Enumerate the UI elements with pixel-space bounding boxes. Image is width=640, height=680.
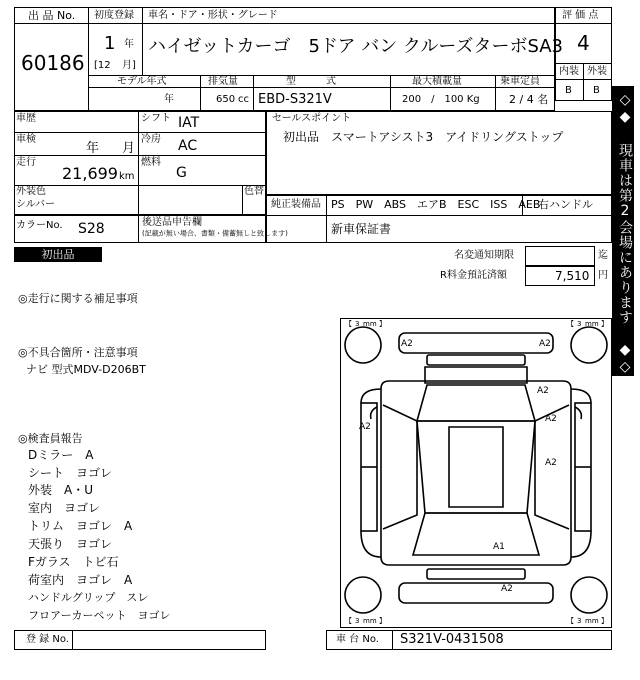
history-label: 車歴 xyxy=(16,113,36,124)
reg-no-label: 登 録 No. xyxy=(26,634,69,645)
equipment-label: 純正装備品 xyxy=(271,199,321,210)
sales-point-value: 初出品 スマートアシスト3 アイドリングストップ xyxy=(283,130,564,144)
svg-text:】: 】 xyxy=(379,320,386,328)
tire-depth: 3 xyxy=(355,320,360,328)
recycle-value: 7,510 xyxy=(555,269,590,283)
mail-note: (記載が無い場合、書類・備蓄無しと致します) xyxy=(142,230,288,239)
chassis-value: S321V-0431508 xyxy=(400,632,504,647)
shift-label: シフト xyxy=(141,113,171,124)
ac-label: 冷房 xyxy=(141,134,161,145)
color-change-label: 色替 xyxy=(244,186,264,197)
inspector-line: 天張り ヨゴレ xyxy=(28,537,113,551)
svg-text:【: 【 xyxy=(345,617,352,625)
notice-field xyxy=(525,246,595,266)
recycle-label: R料金預託済額 xyxy=(440,270,507,281)
tire-depth: 3 xyxy=(577,617,582,625)
damage-mark: A2 xyxy=(401,339,413,349)
svg-text:【: 【 xyxy=(567,320,574,328)
svg-text:】: 】 xyxy=(601,617,608,625)
fuel-value: G xyxy=(176,165,187,181)
mileage-label: 走行 xyxy=(16,157,36,168)
tire-unit: mm xyxy=(585,617,599,625)
tire-depth: 3 xyxy=(577,320,582,328)
car-diagram-svg xyxy=(341,319,611,627)
svg-text:】: 】 xyxy=(379,617,386,625)
notice-label: 名変通知期限 xyxy=(454,250,514,261)
inspector-line: 室内 ヨゴレ xyxy=(28,501,101,515)
inspection-year-unit: 年 xyxy=(86,141,100,156)
fuel-label: 燃料 xyxy=(141,157,161,168)
first-listing-badge: 初出品 xyxy=(14,247,102,262)
ac-value: AC xyxy=(178,138,198,154)
grade-label: 評 価 点 xyxy=(562,10,599,21)
damage-mark: A2 xyxy=(539,339,551,349)
defects-title: ◎不具合箇所・注意事項 xyxy=(18,346,138,359)
damage-mark: A2 xyxy=(501,584,513,594)
side-banner-text: ◇◆ 現車は第2会場にあります ◆◇ xyxy=(617,92,633,376)
damage-mark: A2 xyxy=(545,458,557,468)
mail-label: 後送品申告欄 xyxy=(142,217,202,228)
type-label: 型 式 xyxy=(286,76,336,87)
notice-unit: 迄 xyxy=(598,250,608,261)
mileage-value: 21,699 xyxy=(62,164,118,183)
driving-notes-title: ◎走行に関する補足事項 xyxy=(18,292,138,305)
reg-month: [12 xyxy=(94,60,111,71)
reg-year-unit: 年 xyxy=(124,39,134,50)
car-name: ハイゼットカーゴ 5ドア バン クルーズターボSA3 xyxy=(148,36,563,57)
exterior-label: 外装 xyxy=(587,66,607,77)
tire-depth: 3 xyxy=(355,617,360,625)
capacity-value: 2 / 4 名 xyxy=(509,93,549,106)
displacement-unit: cc xyxy=(238,94,249,105)
damage-mark: A2 xyxy=(359,422,371,432)
exterior-grade: B xyxy=(593,85,600,96)
damage-mark: A2 xyxy=(545,414,557,424)
tire-unit: mm xyxy=(585,320,599,328)
warranty-value: 新車保証書 xyxy=(331,222,392,236)
exterior-color-label: 外装色 xyxy=(16,186,46,197)
mileage-unit: km xyxy=(119,171,135,182)
interior-grade: B xyxy=(565,85,572,96)
damage-mark: A1 xyxy=(493,542,505,552)
lot-label: 出 品 No. xyxy=(28,9,76,22)
equipment-value: PS PW ABS エアB ESC ISS AEB xyxy=(331,198,541,211)
displacement-label: 排気量 xyxy=(208,76,238,87)
damage-mark: A2 xyxy=(537,386,549,396)
inspector-line: 荷室内 ヨゴレ A xyxy=(28,573,133,587)
inspector-line: フロアーカーペット ヨゴレ xyxy=(28,609,171,622)
inspector-title: ◎検査員報告 xyxy=(18,432,83,445)
car-diagram xyxy=(340,318,612,628)
load-value: 200 / 100 Kg xyxy=(402,94,480,105)
model-year-unit: 年 xyxy=(164,94,174,105)
tire-unit: mm xyxy=(363,617,377,625)
model-year-label: モデル年式 xyxy=(117,76,167,87)
inspection-label: 車検 xyxy=(16,134,36,145)
recycle-unit: 円 xyxy=(598,270,608,281)
lot-number: 60186 xyxy=(21,51,85,75)
svg-text:【: 【 xyxy=(345,320,352,328)
inspector-line: Fガラス トビ石 xyxy=(28,555,119,569)
color-no-label: カラーNo. xyxy=(16,220,63,231)
capacity-label: 乗車定員 xyxy=(500,76,540,87)
sales-point-label: セールスポイント xyxy=(272,113,352,124)
svg-text:【: 【 xyxy=(567,617,574,625)
name-label: 車名・ドア・形状・グレード xyxy=(148,10,278,21)
reg-label: 初度登録 xyxy=(94,10,134,21)
type-value: EBD-S321V xyxy=(258,92,332,107)
reg-year: 1 xyxy=(104,33,116,54)
reg-month-unit: 月] xyxy=(122,60,136,71)
displacement-value: 650 xyxy=(216,94,236,105)
load-label: 最大積載量 xyxy=(412,76,462,87)
inspector-line: トリム ヨゴレ A xyxy=(28,519,133,533)
color-no-value: S28 xyxy=(78,221,105,237)
grade-value: 4 xyxy=(577,31,590,55)
inspector-line: Dミラー A xyxy=(28,448,94,462)
exterior-color-value: シルバー xyxy=(16,199,56,210)
interior-label: 内装 xyxy=(559,66,579,77)
tire-unit: mm xyxy=(363,320,377,328)
inspector-line: シート ヨゴレ xyxy=(28,466,113,480)
shift-value: IAT xyxy=(178,115,200,131)
inspector-line: ハンドルグリップ スレ xyxy=(28,591,149,604)
defects-text: ナビ 型式MDV-D206BT xyxy=(26,363,146,376)
inspection-month-unit: 月 xyxy=(122,141,136,156)
svg-text:】: 】 xyxy=(601,320,608,328)
inspector-line: 外装 A・U xyxy=(28,483,93,497)
chassis-label: 車 台 No. xyxy=(336,634,379,645)
side-banner xyxy=(612,86,634,376)
handle-value: 右ハンドル xyxy=(538,198,593,211)
